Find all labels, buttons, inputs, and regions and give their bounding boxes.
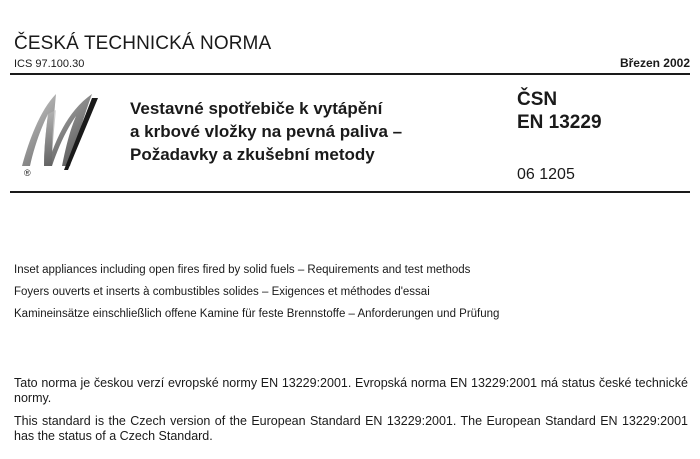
standard-designation	[517, 88, 602, 134]
designation-line-2: EN 13229	[517, 112, 602, 133]
bottom-divider	[10, 191, 690, 193]
designation-line-1: ČSN	[517, 89, 558, 110]
standard-title-line: Požadavky a zkušební metody	[130, 145, 375, 164]
paragraph-english: This standard is the Czech version of the European Standard EN 13229:2001. The European Standard EN 13229:2001 has the status of a Czech Standard.	[14, 414, 688, 443]
ics-code: ICS 97.100.30	[14, 58, 85, 70]
translation-french: Foyers ouverts et inserts à combustibles solides – Exigences et méthodes d'essai	[14, 286, 430, 298]
paragraph-czech: Tato norma je českou verzí evropské normy EN 13229:2001. Evropská norma EN 13229:2001 má status české technické normy.	[14, 376, 688, 405]
translation-german: Kamineinsätze einschließlich offene Kamine für feste Brennstoffe – Anforderungen und Prüfung	[14, 308, 500, 320]
title-translations	[14, 259, 499, 325]
standard-title-line: Vestavné spotřebiče k vytápění	[130, 99, 383, 118]
standard-title	[130, 97, 490, 166]
classification-number: 06 1205	[517, 166, 575, 183]
translation-english: Inset appliances including open fires fired by solid fuels – Requirements and test methods	[14, 264, 471, 276]
csn-logo-icon	[12, 86, 104, 178]
document-series-title: ČESKÁ TECHNICKÁ NORMA	[14, 33, 272, 54]
top-divider	[10, 73, 690, 75]
issue-date: Březen 2002	[619, 56, 690, 70]
registered-mark: ®	[24, 168, 31, 178]
standard-title-line: a krbové vložky na pevná paliva –	[130, 122, 403, 141]
